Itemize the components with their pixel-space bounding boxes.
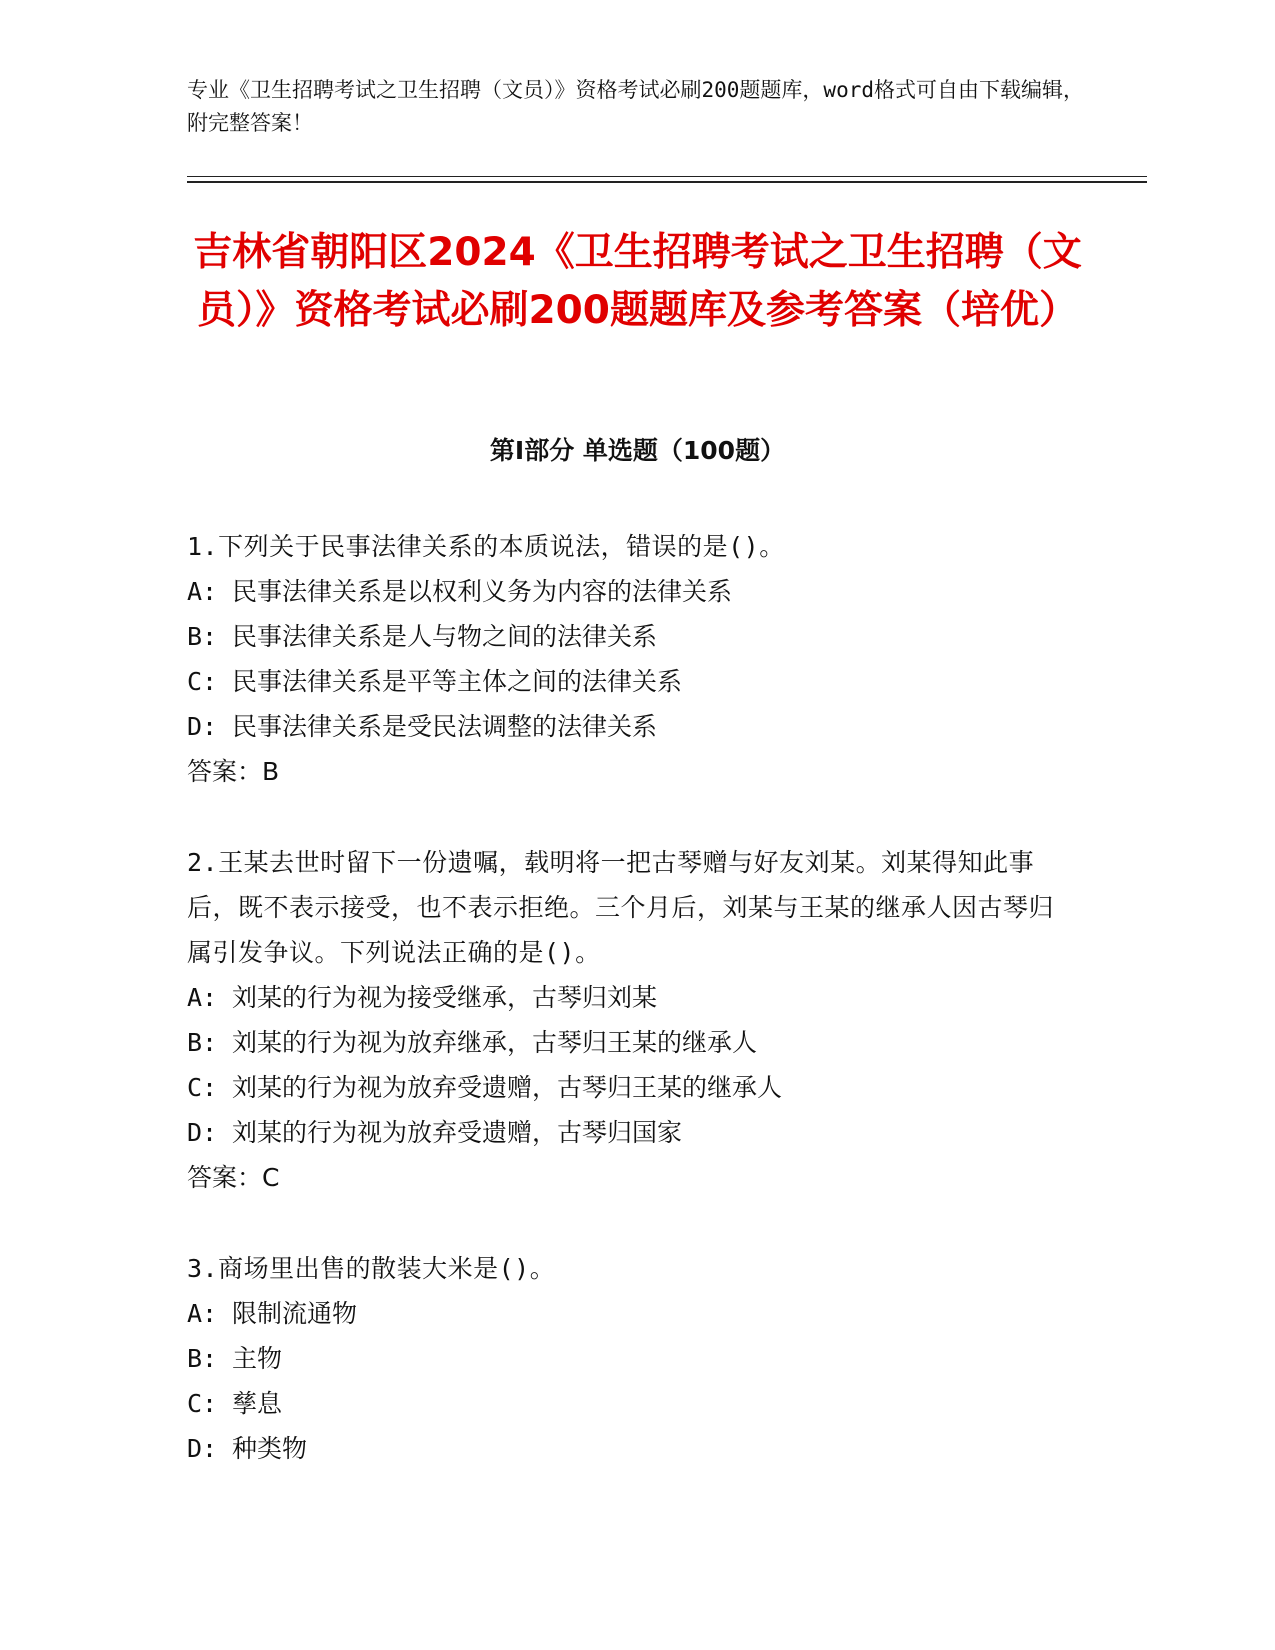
option-key: A: bbox=[187, 1299, 218, 1328]
option-text: 孳息 bbox=[232, 1389, 283, 1418]
option-a bbox=[187, 569, 1067, 614]
header-rule-thin bbox=[187, 176, 1147, 177]
question-1 bbox=[187, 524, 1067, 794]
option-text: 民事法律关系是人与物之间的法律关系 bbox=[232, 622, 658, 651]
question-stem: 2.王某去世时留下一份遗嘱，载明将一把古琴赠与好友刘某。刘某得知此事后，既不表示接受，也不表示拒绝。三个月后，刘某与王某的继承人因古琴归属引发争议。下列说法正确的是()。 bbox=[187, 848, 1055, 967]
option-b bbox=[187, 614, 1067, 659]
option-d bbox=[187, 1110, 1067, 1155]
option-a bbox=[187, 975, 1067, 1020]
question-stem: 1.下列关于民事法律关系的本质说法，错误的是()。 bbox=[187, 532, 785, 561]
option-b bbox=[187, 1336, 1067, 1381]
answer: 答案：B bbox=[187, 757, 280, 786]
option-text: 刘某的行为视为放弃受遗赠，古琴归王某的继承人 bbox=[232, 1073, 783, 1102]
option-key: A: bbox=[187, 983, 218, 1012]
option-text: 民事法律关系是以权利义务为内容的法律关系 bbox=[232, 577, 733, 606]
option-key: B: bbox=[187, 1028, 218, 1057]
header-note: 专业《卫生招聘考试之卫生招聘（文员）》资格考试必刷200题题库，word格式可自由下载编辑，附完整答案！ bbox=[187, 78, 1084, 135]
question-list bbox=[187, 524, 1067, 1517]
option-d bbox=[187, 1426, 1067, 1471]
option-text: 刘某的行为视为放弃继承，古琴归王某的继承人 bbox=[232, 1028, 758, 1057]
option-text: 限制流通物 bbox=[232, 1299, 358, 1328]
question-3 bbox=[187, 1246, 1067, 1471]
option-text: 刘某的行为视为接受继承，古琴归刘某 bbox=[232, 983, 658, 1012]
section-heading: 第Ⅰ部分 单选题（100题） bbox=[489, 436, 786, 465]
option-b bbox=[187, 1020, 1067, 1065]
option-text: 民事法律关系是平等主体之间的法律关系 bbox=[232, 667, 683, 696]
option-text: 主物 bbox=[232, 1344, 283, 1373]
option-key: D: bbox=[187, 1118, 218, 1147]
option-key: B: bbox=[187, 622, 218, 651]
option-key: C: bbox=[187, 667, 218, 696]
option-key: A: bbox=[187, 577, 218, 606]
header-rule-thick bbox=[187, 181, 1147, 183]
option-text: 种类物 bbox=[232, 1434, 308, 1463]
option-a bbox=[187, 1291, 1067, 1336]
question-2 bbox=[187, 840, 1067, 1200]
answer: 答案：C bbox=[187, 1163, 280, 1192]
option-key: D: bbox=[187, 1434, 218, 1463]
option-c bbox=[187, 659, 1067, 704]
option-c bbox=[187, 1065, 1067, 1110]
question-stem: 3.商场里出售的散装大米是()。 bbox=[187, 1254, 556, 1283]
option-text: 刘某的行为视为放弃受遗赠，古琴归国家 bbox=[232, 1118, 683, 1147]
option-key: C: bbox=[187, 1389, 218, 1418]
option-c bbox=[187, 1381, 1067, 1426]
option-key: C: bbox=[187, 1073, 218, 1102]
option-key: D: bbox=[187, 712, 218, 741]
option-d bbox=[187, 704, 1067, 749]
document-title: 吉林省朝阳区2024《卫生招聘考试之卫生招聘（文员）》资格考试必刷200题题库及参考答案（培优） bbox=[193, 230, 1082, 333]
option-key: B: bbox=[187, 1344, 218, 1373]
option-text: 民事法律关系是受民法调整的法律关系 bbox=[232, 712, 658, 741]
